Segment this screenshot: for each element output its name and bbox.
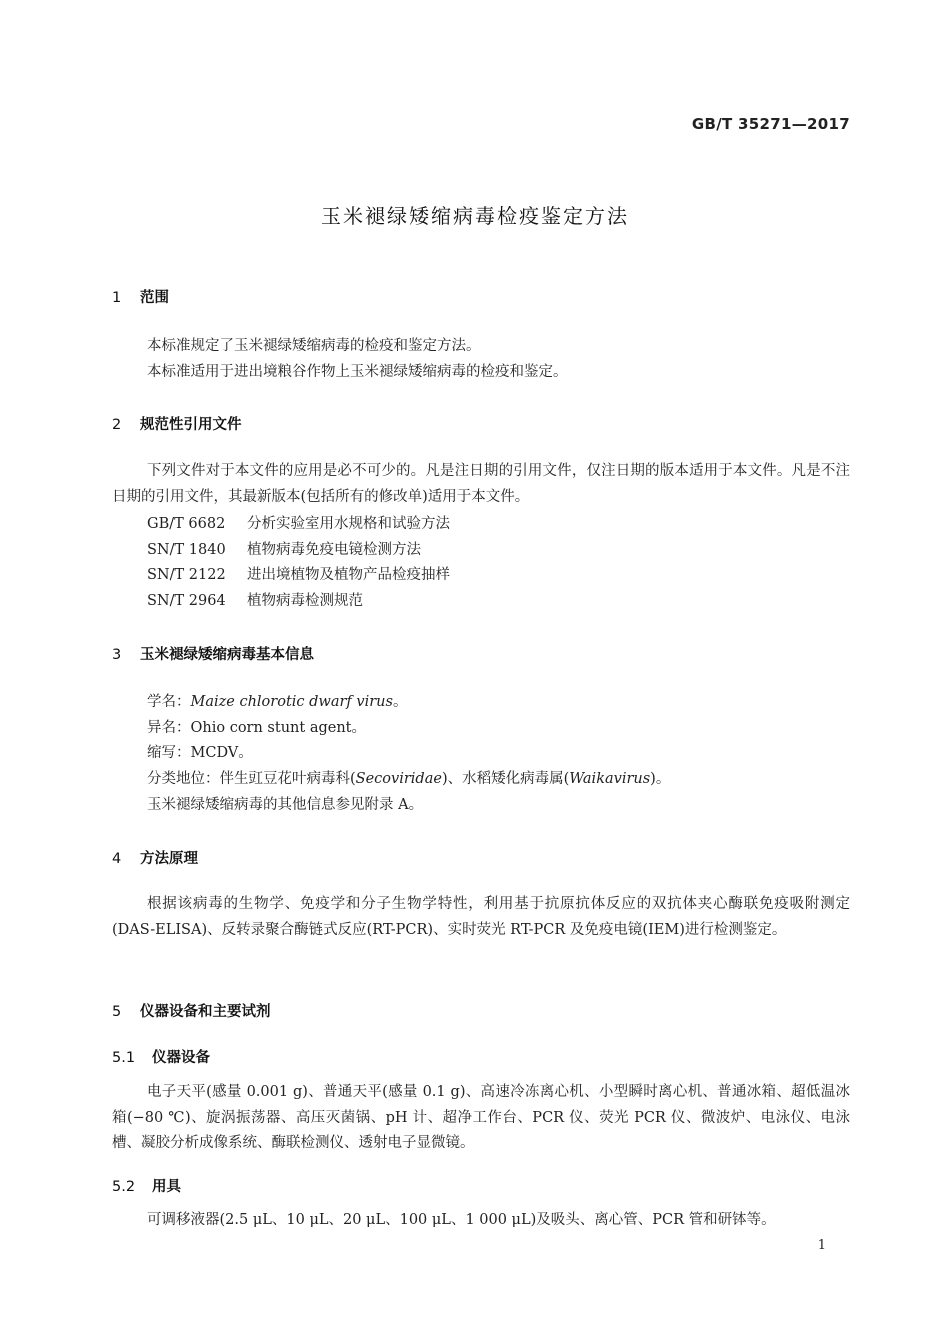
section-number: 5	[112, 1004, 122, 1020]
reference-name: 分析实验室用水规格和试验方法	[247, 516, 450, 532]
reference-item	[147, 540, 421, 560]
reference-item	[147, 565, 450, 585]
text: )、水稻矮化病毒属(	[441, 771, 570, 787]
section-title: 玉米褪绿矮缩病毒基本信息	[140, 647, 314, 663]
synonym-line	[147, 718, 366, 738]
reference-item	[147, 591, 363, 611]
section-title: 方法原理	[140, 851, 198, 867]
section-1-line-1: 本标准规定了玉米褪绿矮缩病毒的检疫和鉴定方法。	[147, 338, 481, 354]
label: 分类地位：伴生豇豆花叶病毒科(	[147, 771, 356, 787]
section-number: 5.1	[112, 1050, 136, 1066]
label: 学名：	[147, 694, 191, 710]
section-5-heading	[112, 1000, 271, 1021]
reference-code: SN/T 2122	[147, 567, 226, 583]
synonym: Ohio corn stunt agent。	[190, 720, 366, 736]
other-info-line: 玉米褪绿矮缩病毒的其他信息参见附录 A。	[147, 797, 424, 813]
reference-name: 植物病毒检测规范	[247, 593, 363, 609]
section-5-1-text: 电子天平(感量 0.001 g)、普通天平(感量 0.1 g)、高速冷冻离心机、小型瞬时离心机、普通冰箱、超低温冰箱(−80 ℃)、旋涡振荡器、高压灭菌锅、pH 计、超净工作台、PCR 仪、荧光 PCR 仪、微波炉、电泳仪、电泳槽、凝胶分析成像系统、酶联检测仪、透射电子显微镜。	[112, 1084, 850, 1151]
section-4-heading	[112, 847, 198, 868]
reference-code: GB/T 6682	[147, 516, 226, 532]
reference-code: SN/T 1840	[147, 542, 226, 558]
taxonomy-line	[147, 769, 670, 789]
document-title: 玉米褪绿矮缩病毒检疫鉴定方法	[321, 204, 629, 228]
section-title: 仪器设备	[152, 1050, 210, 1066]
section-number: 2	[112, 417, 122, 433]
section-title: 规范性引用文件	[140, 417, 242, 433]
scientific-name-line	[147, 692, 407, 712]
page-number: 1	[817, 1238, 826, 1253]
section-2-heading	[112, 413, 242, 434]
section-number: 4	[112, 851, 122, 867]
section-title: 用具	[152, 1179, 181, 1195]
punctuation: )。	[650, 771, 671, 787]
section-4-text: 根据该病毒的生物学、免疫学和分子生物学特性，利用基于抗原抗体反应的双抗体夹心酶联免疫吸附测定(DAS-ELISA)、反转录聚合酶链式反应(RT-PCR)、实时荧光 RT-PCR 及免疫电镜(IEM)进行检测鉴定。	[112, 896, 850, 938]
section-3-heading	[112, 643, 314, 664]
section-title: 仪器设备和主要试剂	[140, 1004, 271, 1020]
section-1-heading	[112, 286, 169, 307]
reference-name: 植物病毒免疫电镜检测方法	[247, 542, 421, 558]
section-5-2-text: 可调移液器(2.5 μL、10 μL、20 μL、100 μL、1 000 μL)及吸头、离心管、PCR 管和研钵等。	[147, 1212, 776, 1228]
section-5-2-heading	[112, 1175, 181, 1196]
family-name: Secoviridae	[355, 771, 442, 787]
label: 异名：	[147, 720, 191, 736]
section-1-line-2: 本标准适用于进出境粮谷作物上玉米褪绿矮缩病毒的检疫和鉴定。	[147, 364, 568, 380]
genus-name: Waikavirus	[569, 771, 651, 787]
reference-item	[147, 514, 450, 534]
abbreviation-line	[147, 743, 253, 763]
reference-code: SN/T 2964	[147, 593, 226, 609]
section-2-intro: 下列文件对于本文件的应用是必不可少的。凡是注日期的引用文件，仅注日期的版本适用于本文件。凡是不注日期的引用文件，其最新版本(包括所有的修改单)适用于本文件。	[112, 463, 850, 505]
abbreviation: MCDV。	[190, 745, 253, 761]
section-number: 5.2	[112, 1179, 136, 1195]
section-title: 范围	[140, 290, 169, 306]
reference-name: 进出境植物及植物产品检疫抽样	[247, 567, 450, 583]
section-number: 3	[112, 647, 122, 663]
section-5-1-heading	[112, 1046, 210, 1067]
label: 缩写：	[147, 745, 191, 761]
standard-number: GB/T 35271—2017	[691, 115, 850, 133]
punctuation: 。	[392, 694, 408, 710]
section-number: 1	[112, 290, 122, 306]
scientific-name: Maize chlorotic dwarf virus	[190, 694, 393, 710]
